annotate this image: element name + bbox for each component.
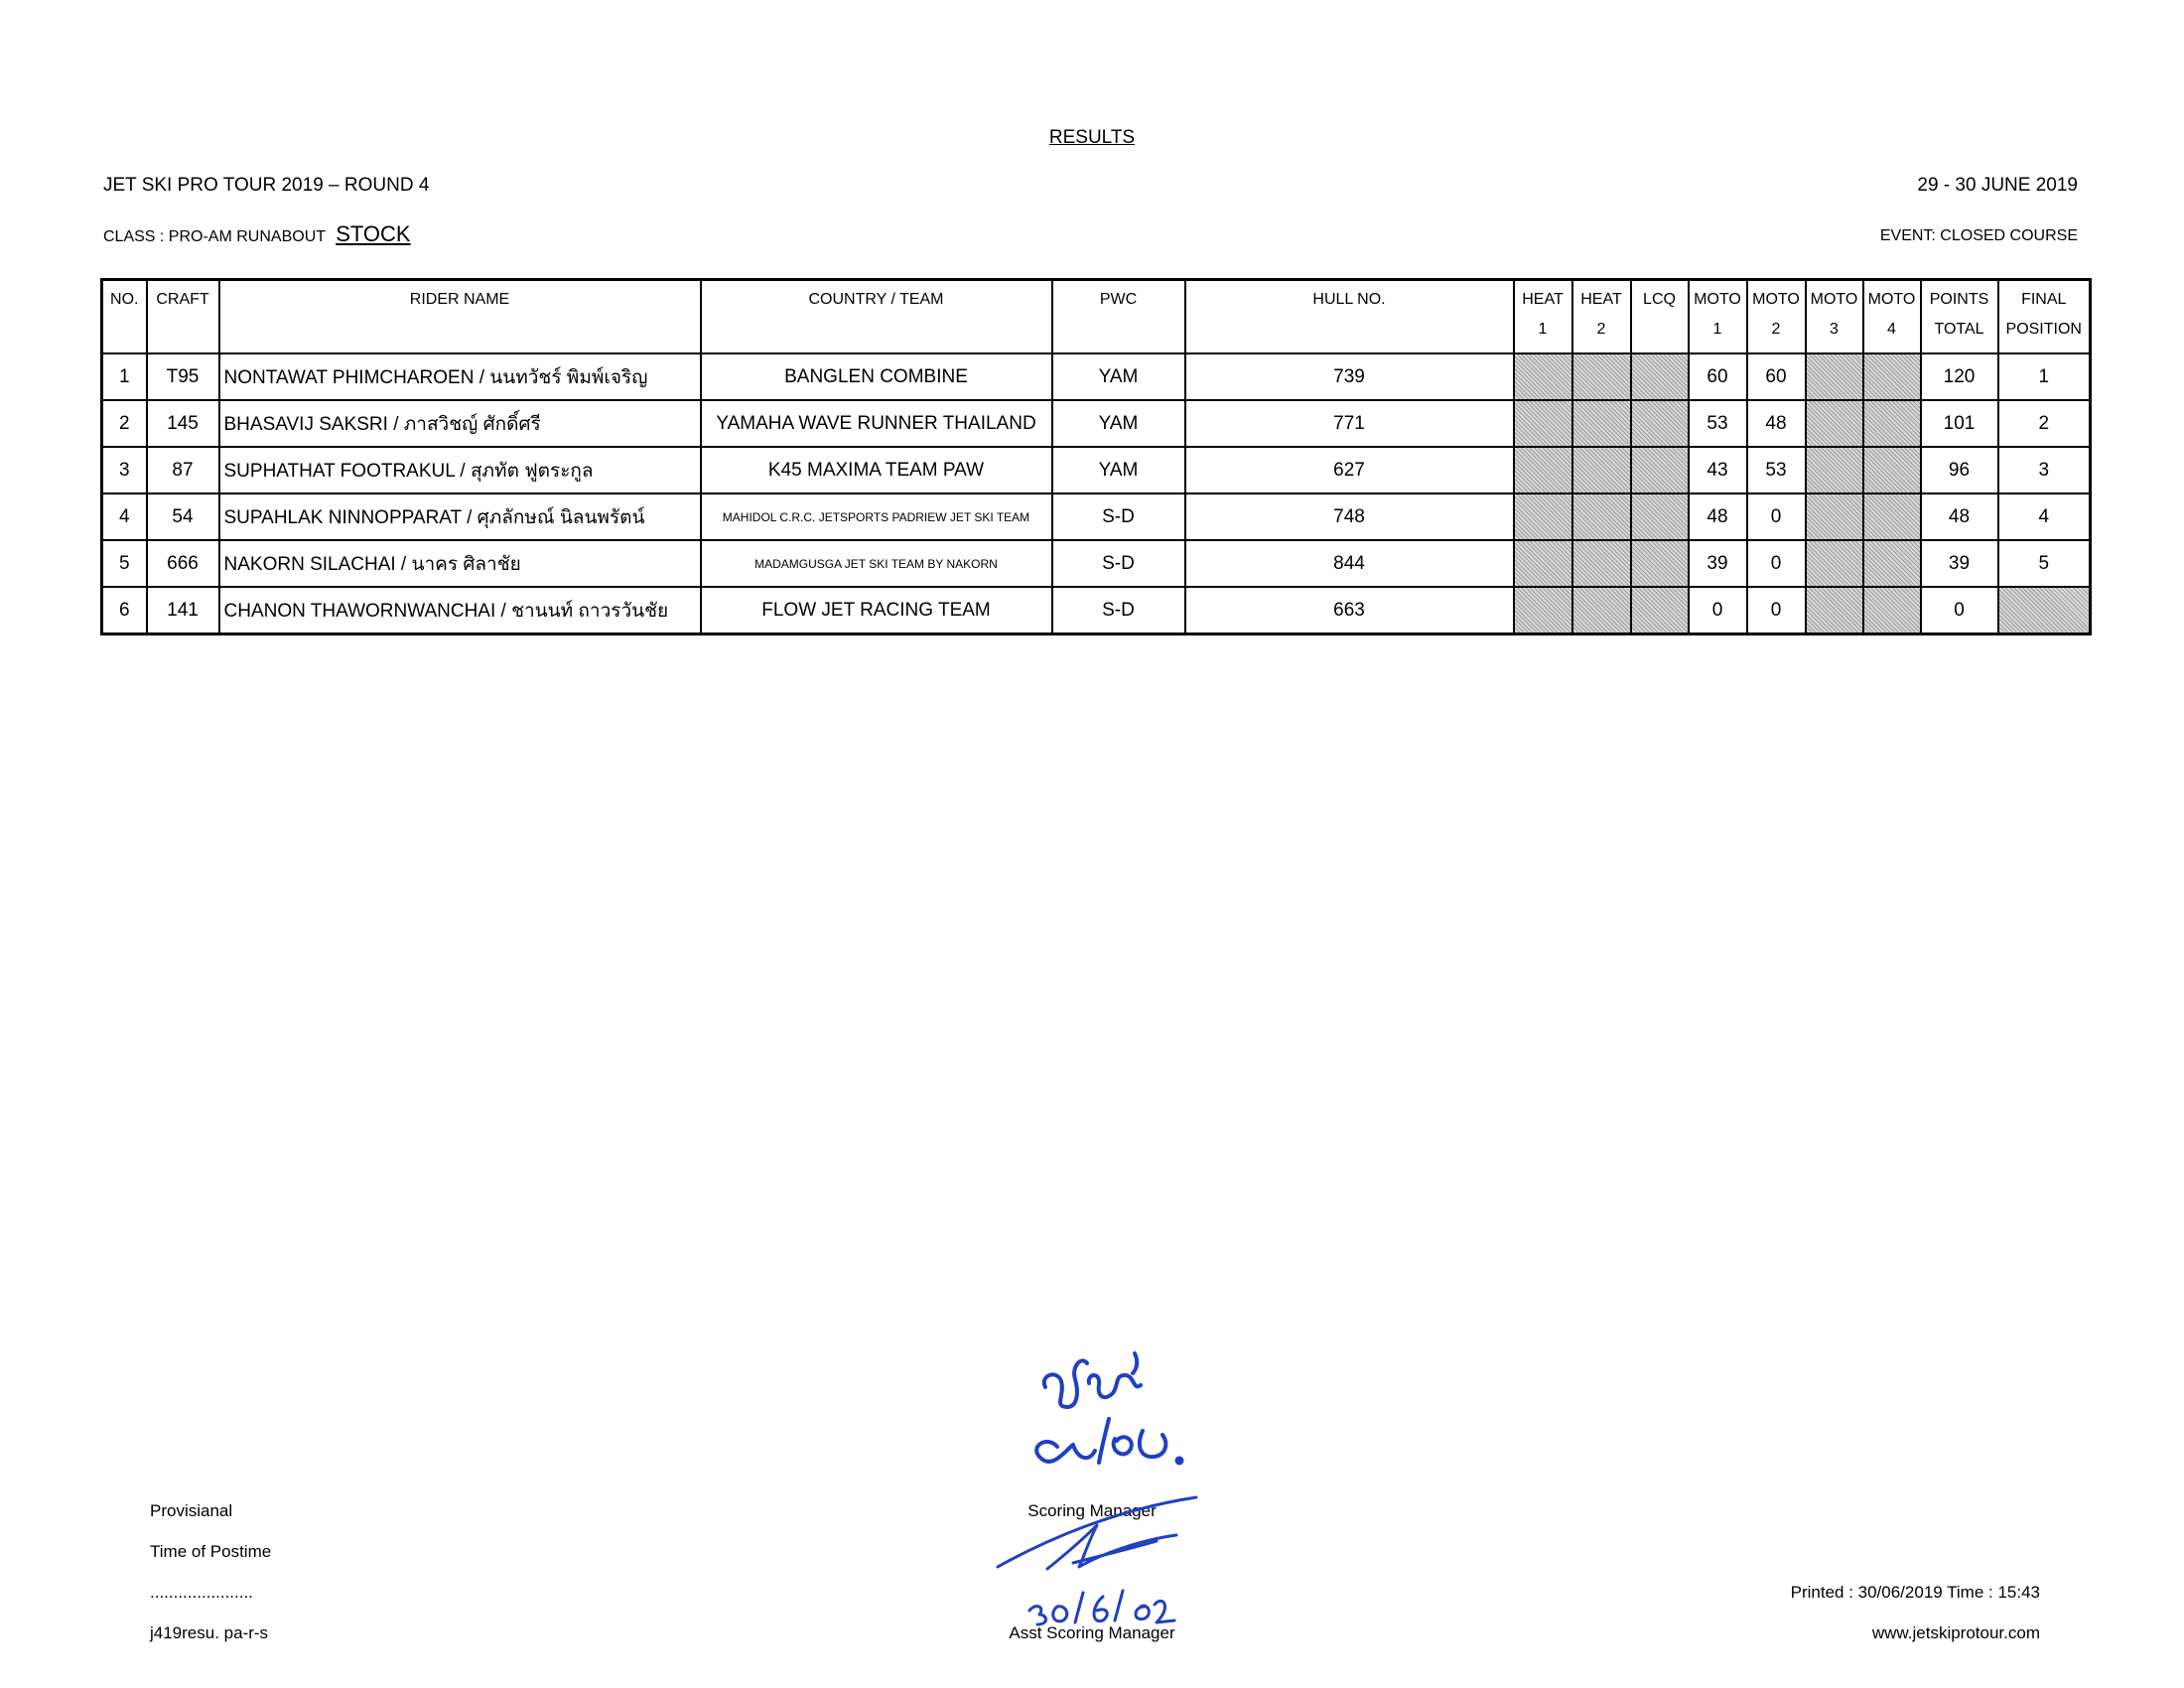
- asst-scoring-manager-signature: [988, 1489, 1216, 1628]
- pwc-cell: YAM: [1052, 353, 1185, 400]
- col-header-points-total: [1921, 280, 1998, 354]
- col-header-label: COUNTRY / TEAM: [808, 291, 944, 308]
- pwc-cell: S-D: [1052, 493, 1185, 540]
- scoring-manager-signature: [1018, 1336, 1196, 1484]
- col-header-sublabel: POSITION: [2005, 321, 2082, 338]
- craft-cell: 666: [147, 540, 219, 587]
- moto-4-cell: [1863, 400, 1921, 447]
- col-header-label: MOTO: [1867, 291, 1916, 308]
- points-total-cell: 101: [1921, 400, 1998, 447]
- heat-1-cell: [1514, 353, 1572, 400]
- moto-4-cell: [1863, 493, 1921, 540]
- moto-1-cell: 43: [1689, 447, 1747, 493]
- craft-cell: 141: [147, 587, 219, 634]
- lcq-cell: [1631, 400, 1689, 447]
- hull-no-cell: 627: [1185, 447, 1514, 493]
- provisional-label: Provisianal: [150, 1501, 233, 1520]
- lcq-cell: [1631, 493, 1689, 540]
- col-header-label: HULL NO.: [1312, 291, 1386, 308]
- moto-4-cell: [1863, 447, 1921, 493]
- moto-2-cell: 48: [1747, 400, 1806, 447]
- moto-3-cell: [1806, 353, 1863, 400]
- col-header-heat-2: [1572, 280, 1631, 354]
- moto-4-cell: [1863, 353, 1921, 400]
- moto-1-cell: 48: [1689, 493, 1747, 540]
- points-total-cell: 48: [1921, 493, 1998, 540]
- col-header-lcq: [1631, 280, 1689, 354]
- website-url: www.jetskiprotour.com: [1871, 1623, 2040, 1642]
- col-header-sublabel: 2: [1596, 321, 1606, 338]
- moto-3-cell: [1806, 493, 1863, 540]
- hull-no-cell: 739: [1185, 353, 1514, 400]
- event-dates: 29 - 30 JUNE 2019: [1917, 175, 2078, 196]
- scoring-manager-label: Scoring Manager: [1027, 1501, 1157, 1520]
- heat-2-cell: [1572, 400, 1631, 447]
- points-total-cell: 0: [1921, 587, 1998, 634]
- no-cell: 4: [102, 493, 147, 540]
- rider-name-cell: SUPHATHAT FOOTRAKUL / สุภทัต ฟูตระกูล: [219, 447, 701, 493]
- pwc-cell: S-D: [1052, 540, 1185, 587]
- class-name: STOCK: [336, 221, 411, 246]
- final-position-cell: 3: [1998, 447, 2091, 493]
- moto-3-cell: [1806, 447, 1863, 493]
- col-header-label: MOTO: [1752, 291, 1800, 308]
- col-header-label: MOTO: [1810, 291, 1858, 308]
- table-row: [102, 540, 2091, 587]
- rider-name-cell: CHANON THAWORNWANCHAI / ชานนท์ ถาวรวันชัย: [219, 587, 701, 634]
- rider-name-cell: NONTAWAT PHIMCHAROEN / นนทวัชร์ พิมพ์เจริญ: [219, 353, 701, 400]
- moto-2-cell: 0: [1747, 587, 1806, 634]
- table-row: [102, 587, 2091, 634]
- asst-scoring-manager-label: Asst Scoring Manager: [1009, 1623, 1175, 1642]
- heat-2-cell: [1572, 540, 1631, 587]
- team-cell: YAMAHA WAVE RUNNER THAILAND: [701, 400, 1052, 447]
- heat-1-cell: [1514, 400, 1572, 447]
- col-header-label: LCQ: [1643, 291, 1676, 308]
- col-header-label: FINAL: [2021, 291, 2067, 308]
- heat-1-cell: [1514, 493, 1572, 540]
- no-cell: 6: [102, 587, 147, 634]
- pwc-cell: S-D: [1052, 587, 1185, 634]
- col-header-sublabel: 1: [1538, 321, 1548, 338]
- moto-2-cell: 60: [1747, 353, 1806, 400]
- hull-no-cell: 748: [1185, 493, 1514, 540]
- moto-2-cell: 0: [1747, 493, 1806, 540]
- points-total-cell: 96: [1921, 447, 1998, 493]
- col-header-label: MOTO: [1694, 291, 1741, 308]
- no-cell: 1: [102, 353, 147, 400]
- col-header-moto-2: [1747, 280, 1806, 354]
- col-header-moto-1: [1689, 280, 1747, 354]
- results-table: [100, 278, 2092, 635]
- header-row: [102, 280, 2091, 354]
- hull-no-cell: 663: [1185, 587, 1514, 634]
- heat-1-cell: [1514, 447, 1572, 493]
- rider-name-cell: BHASAVIJ SAKSRI / ภาสวิชญ์ ศักดิ์ศรี: [219, 400, 701, 447]
- craft-cell: T95: [147, 353, 219, 400]
- no-cell: 5: [102, 540, 147, 587]
- lcq-cell: [1631, 447, 1689, 493]
- final-position-cell: 5: [1998, 540, 2091, 587]
- moto-4-cell: [1863, 540, 1921, 587]
- moto-1-cell: 39: [1689, 540, 1747, 587]
- moto-2-cell: 0: [1747, 540, 1806, 587]
- moto-4-cell: [1863, 587, 1921, 634]
- no-cell: 2: [102, 400, 147, 447]
- craft-cell: 87: [147, 447, 219, 493]
- moto-3-cell: [1806, 540, 1863, 587]
- table-body: [102, 353, 2091, 634]
- craft-cell: 145: [147, 400, 219, 447]
- col-header-final-position: [1998, 280, 2091, 354]
- col-header-moto-4: [1863, 280, 1921, 354]
- heat-2-cell: [1572, 447, 1631, 493]
- pwc-cell: YAM: [1052, 400, 1185, 447]
- moto-1-cell: 0: [1689, 587, 1747, 634]
- class-line: [103, 221, 411, 247]
- col-header-no: [102, 280, 147, 354]
- table-row: [102, 447, 2091, 493]
- moto-3-cell: [1806, 587, 1863, 634]
- col-header-rider-name: [219, 280, 701, 354]
- final-position-cell: 1: [1998, 353, 2091, 400]
- heat-2-cell: [1572, 493, 1631, 540]
- col-header-label: HEAT: [1580, 291, 1622, 308]
- col-header-label: NO.: [110, 291, 139, 308]
- table-header: [102, 280, 2091, 354]
- lcq-cell: [1631, 587, 1689, 634]
- heat-1-cell: [1514, 587, 1572, 634]
- col-header-sublabel: 2: [1771, 321, 1781, 338]
- lcq-cell: [1631, 353, 1689, 400]
- craft-cell: 54: [147, 493, 219, 540]
- rider-name-cell: SUPAHLAK NINNOPPARAT / ศุภลักษณ์ นิลนพรัตน์: [219, 493, 701, 540]
- col-header-label: CRAFT: [156, 291, 209, 308]
- team-cell: FLOW JET RACING TEAM: [701, 587, 1052, 634]
- pwc-cell: YAM: [1052, 447, 1185, 493]
- event-name: JET SKI PRO TOUR 2019 – ROUND 4: [103, 175, 430, 196]
- printed-timestamp: Printed : 30/06/2019 Time : 15:43: [1790, 1583, 2040, 1602]
- col-header-sublabel: 1: [1712, 321, 1722, 338]
- col-header-pwc: [1052, 280, 1185, 354]
- document-id: j419resu. pa-r-s: [150, 1623, 269, 1642]
- lcq-cell: [1631, 540, 1689, 587]
- hull-no-cell: 844: [1185, 540, 1514, 587]
- col-header-craft: [147, 280, 219, 354]
- moto-2-cell: 53: [1747, 447, 1806, 493]
- final-position-cell: 2: [1998, 400, 2091, 447]
- event-type: EVENT: CLOSED COURSE: [1879, 227, 2078, 244]
- final-position-cell: 4: [1998, 493, 2091, 540]
- col-header-label: HEAT: [1522, 291, 1564, 308]
- moto-1-cell: 60: [1689, 353, 1747, 400]
- col-header-sublabel: 4: [1887, 321, 1896, 338]
- col-header-country-team: [701, 280, 1052, 354]
- moto-1-cell: 53: [1689, 400, 1747, 447]
- col-header-label: RIDER NAME: [409, 291, 510, 308]
- heat-2-cell: [1572, 353, 1631, 400]
- col-header-moto-3: [1806, 280, 1863, 354]
- final-position-cell: [1998, 587, 2091, 634]
- time-of-postime-label: Time of Postime: [150, 1542, 272, 1561]
- team-cell: MAHIDOL C.R.C. JETSPORTS PADRIEW JET SKI TEAM: [701, 493, 1052, 540]
- table-row: [102, 493, 2091, 540]
- team-cell: BANGLEN COMBINE: [701, 353, 1052, 400]
- points-total-cell: 120: [1921, 353, 1998, 400]
- col-header-label: PWC: [1099, 291, 1138, 308]
- no-cell: 3: [102, 447, 147, 493]
- heat-2-cell: [1572, 587, 1631, 634]
- col-header-hull-no: [1185, 280, 1514, 354]
- points-total-cell: 39: [1921, 540, 1998, 587]
- class-prefix: CLASS : PRO-AM RUNABOUT: [103, 228, 326, 245]
- col-header-sublabel: TOTAL: [1934, 321, 1984, 338]
- col-header-sublabel: 3: [1830, 321, 1839, 338]
- team-cell: K45 MAXIMA TEAM PAW: [701, 447, 1052, 493]
- heat-1-cell: [1514, 540, 1572, 587]
- results-title: RESULTS: [1048, 127, 1136, 148]
- rider-name-cell: NAKORN SILACHAI / นาคร ศิลาชัย: [219, 540, 701, 587]
- table-row: [102, 400, 2091, 447]
- moto-3-cell: [1806, 400, 1863, 447]
- team-cell: MADAMGUSGA JET SKI TEAM BY NAKORN: [701, 540, 1052, 587]
- col-header-label: POINTS: [1929, 291, 1989, 308]
- hull-no-cell: 771: [1185, 400, 1514, 447]
- col-header-heat-1: [1514, 280, 1572, 354]
- postime-dots: ......................: [150, 1583, 253, 1602]
- table-row: [102, 353, 2091, 400]
